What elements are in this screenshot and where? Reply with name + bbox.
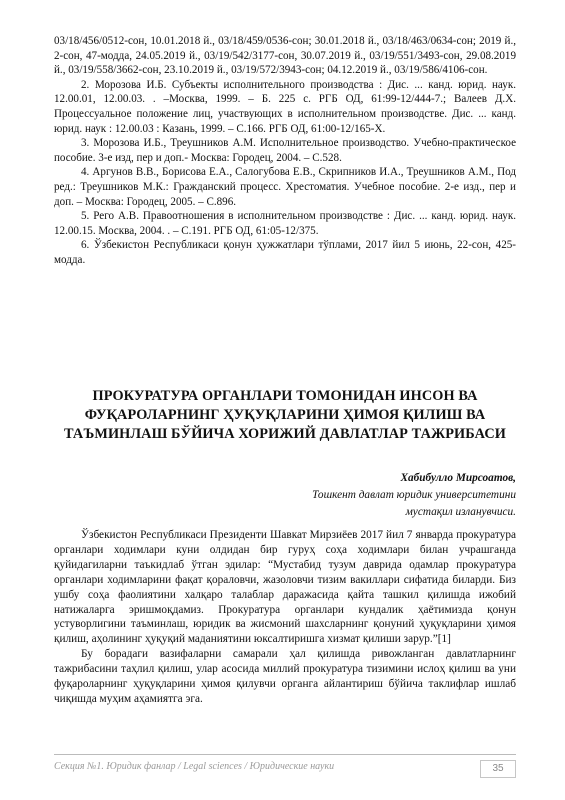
page-number: 35 bbox=[480, 760, 516, 778]
body-paragraph: Бу борадаги вазифаларни самарали ҳал қилишда ривожланган давлатларнинг тажрибасини таҳлил қилиш, улар асосида миллий прокуратура тизимини ислоҳ қилиш ва уни фуқароларнинг ҳуқуқларини ҳимоя қилувчи органга айлантириш бўйича таклифлар ишлаб чиқишда муҳим аҳамиятга эга. bbox=[54, 648, 516, 705]
article-body bbox=[54, 528, 516, 707]
body-paragraph: Ўзбекистон Республикаси Президенти Шавкат Мирзиёев 2017 йил 7 январда прокуратура органлари ходимлари куни олдидан бир гуруҳ соҳа ходимлари билан учрашганда қуйидагиларни таъкидлаб ўтган эдилар: “Мустабид тузум даврида одамлар прокуратура органлари ходимларини фақат қораловчи, жазоловчи тизим вакиллари сифатида биларди. Биз ушбу соҳа фаолиятини халқаро талаблар даражасида қайта ташкил қилишда ижобий натижаларга эришмоқдамиз. Прокуратура органлари кундалик ҳаётимизда қонун устуворлигини таъминлаш, юридик ва жисмоний шахсларнинг қонуний ҳуқуқларини ҳимоя қилиш, аҳолининг ҳуқуқий маданиятини юксалтиришга хизмат қилиши зарур.”[1] bbox=[54, 529, 516, 646]
reference-list bbox=[54, 34, 516, 268]
reference-item: 4. Аргунов В.В., Борисова Е.А., Салогубова Е.В., Скрипников И.А., Треушников А.М., Под ред.: Треушников М.К.: Гражданский процесс. Хрестоматия. Учебное пособие. 2-е изд., пер и доп. – Москва: Городец, 2005. – С.896. bbox=[54, 166, 516, 208]
reference-item: 03/18/456/0512-сон, 10.01.2018 й., 03/18/459/0536-сон; 30.01.2018 й., 03/18/463/0634-сон; 2019 й., 2-сон, 47-модда, 24.05.2019 й., 03/19/542/3177-сон, 30.07.2019 й., 03/19/551/3493-сон, 29.08.2019 й., 03/19/558/3662-сон, 23.10.2019 й., 03/19/572/3943-сон; 04.12.2019 й., 03/19/586/4106-сон. bbox=[54, 35, 516, 77]
reference-item: 2. Морозова И.Б. Субъекты исполнительного производства : Дис. ... канд. юрид. наук. 12.00.01, 12.00.03. . –Москва, 1999. – Б. 225 с. РГБ ОД, 61:99-12/444-7.; Валеев Д.Х. Процессуальное положение лиц, участвующих в исполнительном производстве. Дис. ... канд. юрид. наук : 12.00.03 : Казань, 1999. – С.166. РГБ ОД, 61:00-12/165-Х. bbox=[54, 78, 516, 135]
reference-item: 5. Рего А.В. Правоотношения в исполнительном производстве : Дис. ... канд. юрид. наук. 12.00.15. Москва, 2004. . – С.191. РГБ ОД, 61:05-12/375. bbox=[54, 210, 516, 237]
author-block bbox=[54, 470, 516, 521]
article-title: ПРОКУРАТУРА ОРГАНЛАРИ ТОМОНИДАН ИНСОН ВА ФУҚАРОЛАРНИНГ ҲУҚУҚЛАРИНИ ҲИМОЯ ҚИЛИШ ВА ТАЪМИНЛАШ БЎЙИЧА ХОРИЖИЙ ДАВЛАТЛАР ТАЖРИБАСИ bbox=[63, 388, 507, 442]
author-name: Хабибулло Мирсоатов, bbox=[400, 472, 516, 484]
author-affiliation: Тошкент давлат юридик университетини bbox=[312, 489, 516, 501]
reference-item: 3. Морозова И.Б., Треушников А.М. Исполнительное производство. Учебно-практическое пособие. 3-е изд, пер и доп.- Москва: Городец, 2004. – С.528. bbox=[54, 137, 516, 164]
author-affiliation-cont: мустақил изланувчиси. bbox=[405, 506, 516, 518]
footer-divider bbox=[54, 754, 516, 755]
footer-section-label: Секция №1. Юридик фанлар / Legal sciences / Юридические науки bbox=[54, 761, 335, 772]
reference-item: 6. Ўзбекистон Республикаси қонун ҳужжатлари тўплами, 2017 йил 5 июнь, 22-сон, 425-модда. bbox=[54, 239, 516, 266]
